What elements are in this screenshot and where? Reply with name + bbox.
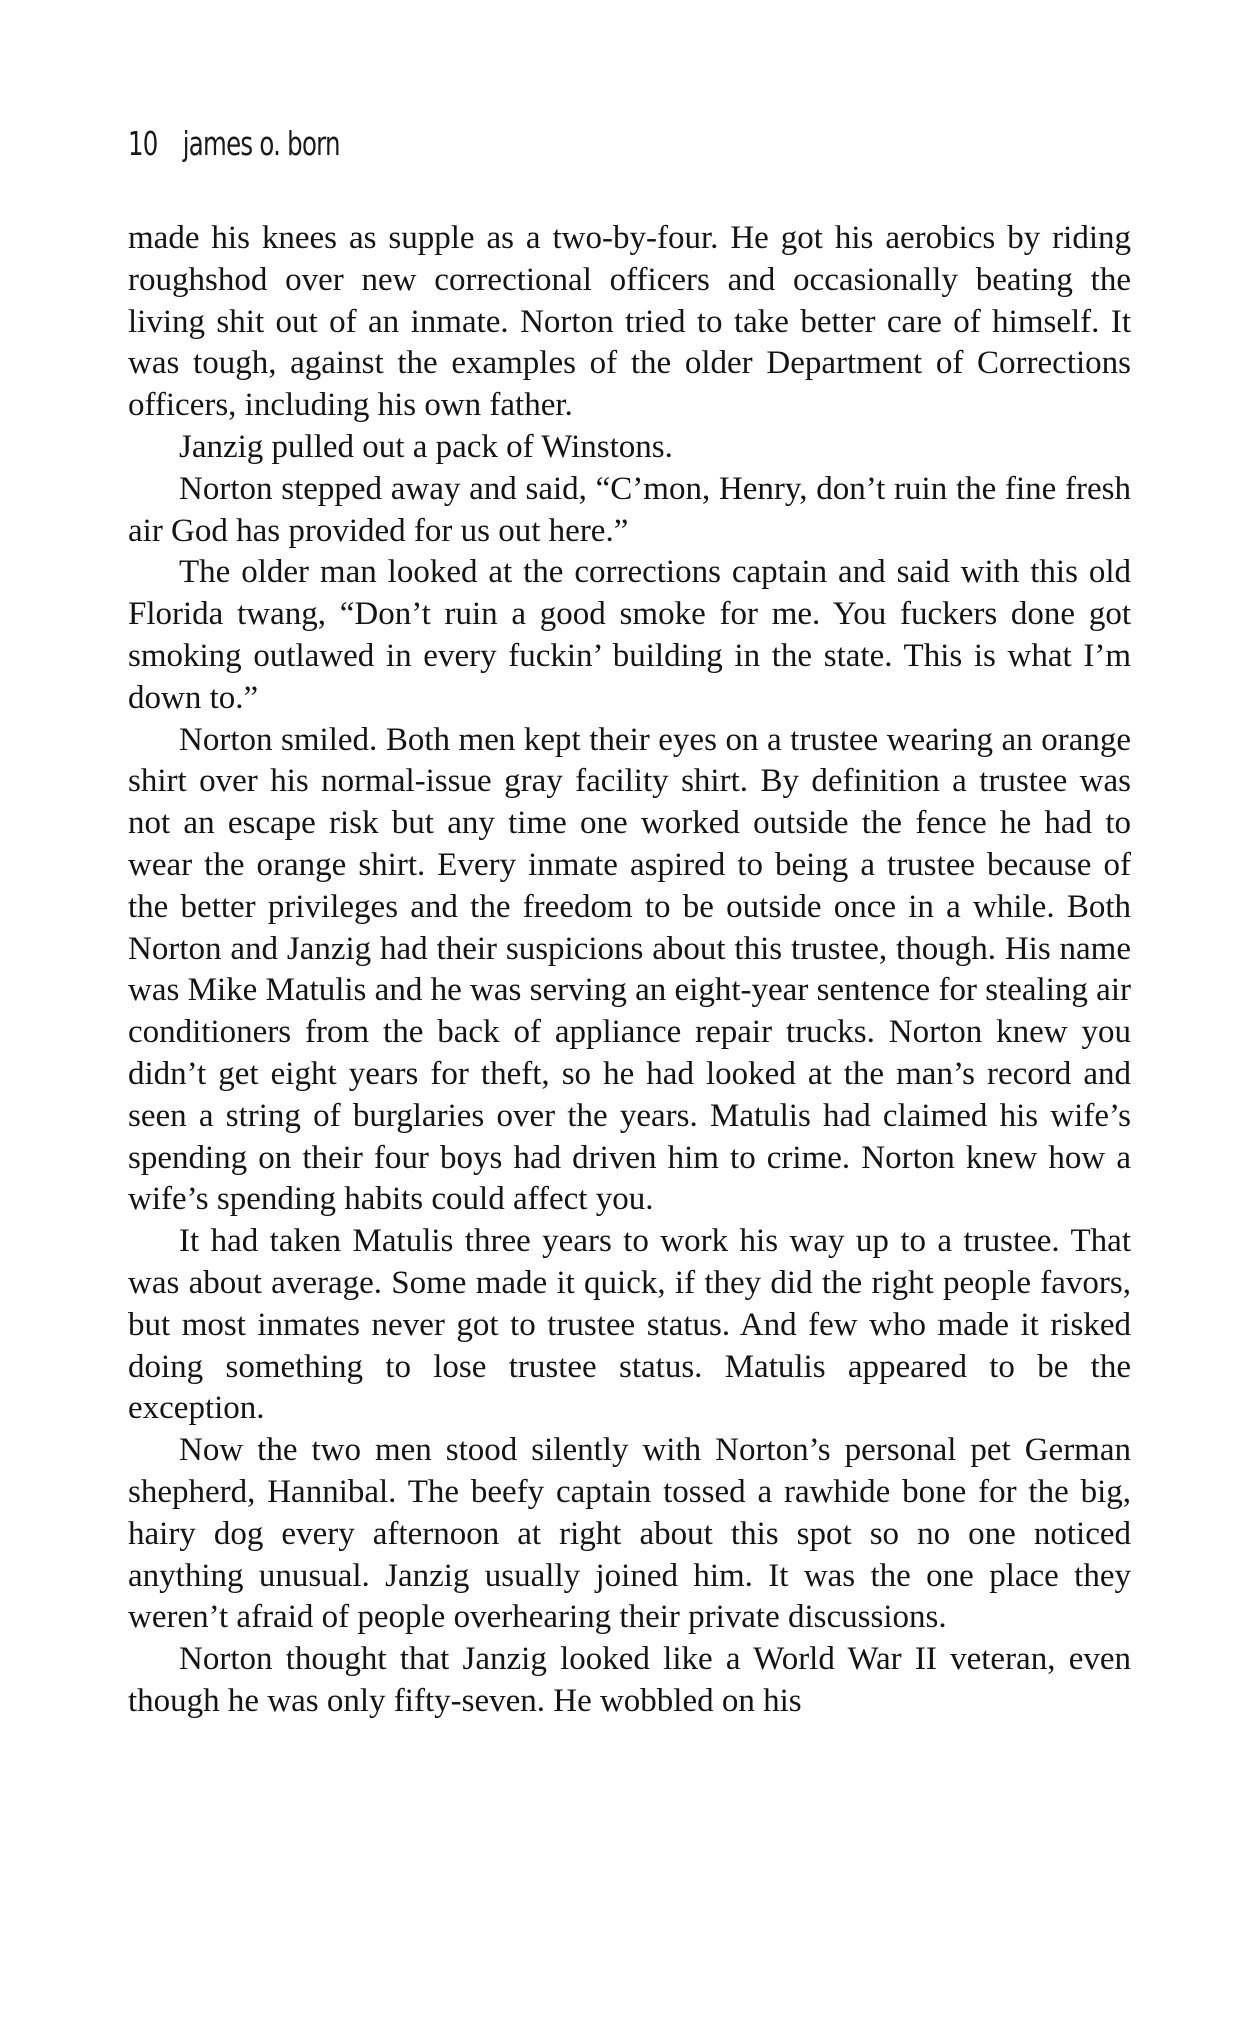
body-text: [128, 218, 1131, 1723]
running-head: [128, 124, 340, 163]
paragraph: Janzig pulled out a pack of Winstons.: [179, 428, 673, 465]
paragraph: It had taken Matulis three years to work his way up to a trustee. That was about average. Some made it quick, if they did the right people favors, but most inmates never got to trustee status. And few who made it risked doing something to lose trustee status. Matulis appeared to be the exception.: [128, 1223, 1131, 1427]
paragraph: Norton smiled. Both men kept their eyes on a trustee wearing an orange shirt over his normal-issue gray facility shirt. By definition a trustee was not an escape risk but any time one worked outside the fence he had to wear the orange shirt. Every inmate aspired to being a trustee because of the better privileges and the freedom to be outside once in a while. Both Norton and Janzig had their suspicions about this trustee, though. His name was Mike Matulis and he was serving an eight-year sentence for stealing air conditioners from the back of appliance repair trucks. Norton knew you didn’t get eight years for theft, so he had looked at the man’s record and seen a string of burglaries over the years. Matulis had claimed his wife’s spending on their four boys had driven him to crime. Norton knew how a wife’s spending habits could affect you.: [128, 721, 1131, 1218]
paragraph: Norton thought that Janzig looked like a World War II veteran, even though he was only fifty-seven. He wobbled on his: [128, 1641, 1131, 1719]
paragraph: Now the two men stood silently with Norton’s personal pet German shepherd, Hannibal. The beefy captain tossed a rawhide bone for the big, hairy dog every afternoon at right about this spot so no one noticed anything unusual. Janzig usually joined him. It was the one place they weren’t afraid of people overhearing their private discussions.: [128, 1432, 1131, 1636]
running-head-author: james o. born: [182, 124, 340, 163]
page-number: 10: [128, 124, 158, 163]
paragraph-continued: made his knees as supple as a two-by-four. He got his aerobics by riding roughshod over new correctional officers and occasionally beating the living shit out of an inmate. Norton tried to take better care of himself. It was tough, against the examples of the older Department of Corrections officers, including his own father.: [128, 220, 1131, 424]
paragraph: The older man looked at the corrections captain and said with this old Florida twang, “Don’t ruin a good smoke for me. You fuckers done got smoking outlawed in every fuckin’ building in the state. This is what I’m down to.”: [128, 554, 1131, 716]
paragraph: Norton stepped away and said, “C’mon, Henry, don’t ruin the fine fresh air God has provided for us out here.”: [128, 470, 1131, 549]
